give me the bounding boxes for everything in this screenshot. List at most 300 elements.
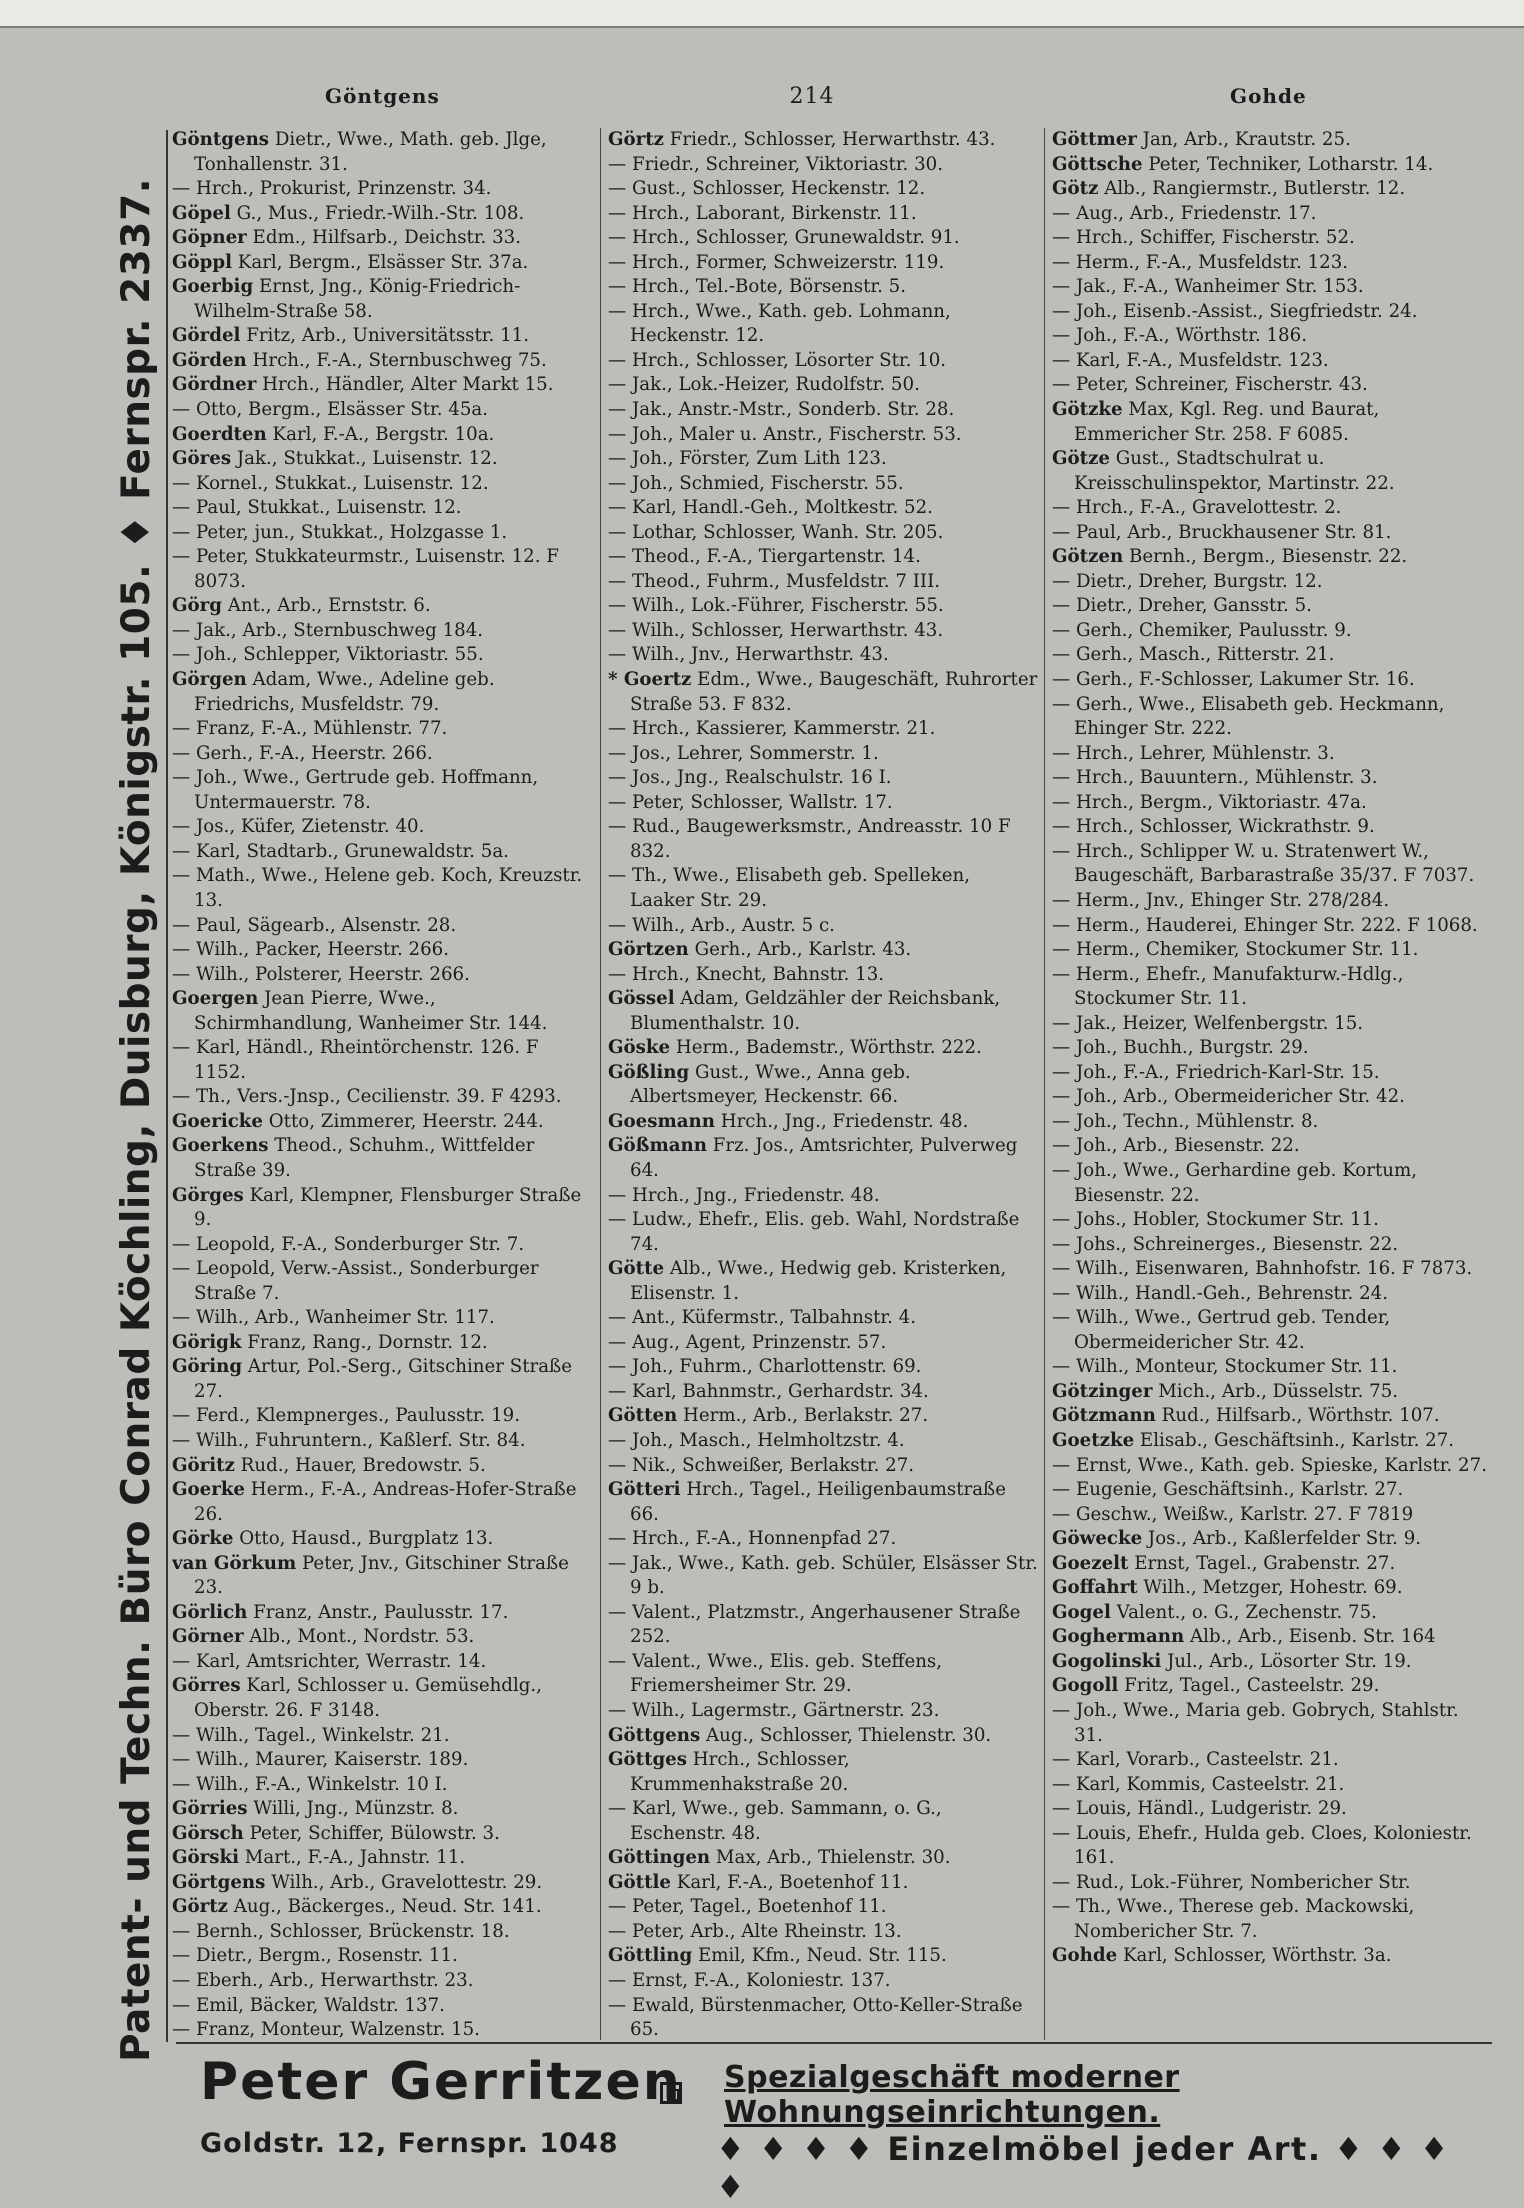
entry-details: Karl, Schlosser, Wörthstr. 3a. bbox=[1117, 1945, 1392, 1967]
entry-details: — Aug., Arb., Friedenstr. 17. bbox=[1052, 202, 1317, 224]
entry-details: — Theod., Fuhrm., Musfeldstr. 7 III. bbox=[608, 570, 941, 592]
directory-entry bbox=[608, 1208, 1038, 1257]
directory-entry bbox=[172, 1355, 592, 1404]
entry-details: — Th., Wwe., Therese geb. Mackowski, Nombericher Str. 7. bbox=[1052, 1896, 1415, 1942]
entry-surname: Goerdten bbox=[172, 423, 267, 445]
entry-details: — Hrch., Schlosser, Wickrathstr. 9. bbox=[1052, 816, 1375, 838]
directory-entry bbox=[172, 1797, 592, 1822]
entry-details: — Wilh., Packer, Heerstr. 266. bbox=[172, 939, 450, 961]
directory-entry bbox=[608, 1601, 1038, 1650]
directory-entry bbox=[608, 766, 1038, 791]
directory-entry bbox=[608, 251, 1038, 276]
entry-details: Hrch., F.-A., Sternbuschweg 75. bbox=[246, 349, 547, 371]
entry-surname: Göttsche bbox=[1052, 153, 1143, 175]
directory-entry bbox=[172, 177, 592, 202]
entry-details: — Lothar, Schlosser, Wanh. Str. 205. bbox=[608, 521, 944, 543]
entry-details: — Gerh., Chemiker, Paulusstr. 9. bbox=[1052, 619, 1352, 641]
directory-entry bbox=[172, 128, 592, 177]
entry-details: Adam, Geldzähler der Reichsbank, Blumenthalstr. 10. bbox=[630, 988, 1001, 1034]
directory-entry bbox=[1052, 251, 1488, 276]
entry-details: — Jos., Lehrer, Sommerstr. 1. bbox=[608, 742, 879, 764]
entry-details: Ernst, Jng., König-Friedrich-Wilhelm-Straße 58. bbox=[194, 276, 521, 322]
entry-details: Aug., Schlosser, Thielenstr. 30. bbox=[700, 1724, 992, 1746]
entry-details: G., Mus., Friedr.-Wilh.-Str. 108. bbox=[230, 202, 525, 224]
entry-details: — Peter, Arb., Alte Rheinstr. 13. bbox=[608, 1920, 902, 1942]
ad-specialty: Spezialgeschäft moderner Wohnungseinrichtungen. bbox=[724, 2060, 1180, 2130]
entry-details: — Wilh., Tagel., Winkelstr. 21. bbox=[172, 1724, 450, 1746]
entry-details: — Ferd., Klempnerges., Paulusstr. 19. bbox=[172, 1405, 521, 1427]
directory-entry bbox=[1052, 619, 1488, 644]
entry-details: — Wilh., Handl.-Geh., Behrenstr. 24. bbox=[1052, 1282, 1389, 1304]
directory-entry bbox=[608, 1257, 1038, 1306]
directory-entry bbox=[172, 987, 592, 1036]
directory-entry bbox=[1052, 1650, 1488, 1675]
entry-details: — Rud., Lok.-Führer, Nombericher Str. bbox=[1052, 1871, 1411, 1893]
directory-entry bbox=[608, 1404, 1038, 1429]
entry-surname: Goerbig bbox=[172, 276, 254, 298]
column-divider-2 bbox=[1044, 128, 1045, 2040]
entry-details: — Joh., Maler u. Anstr., Fischerstr. 53. bbox=[608, 423, 962, 445]
entry-details: Otto, Hausd., Burgplatz 13. bbox=[233, 1528, 494, 1550]
directory-entry bbox=[172, 447, 592, 472]
entry-surname: Görner bbox=[172, 1626, 244, 1648]
directory-entry bbox=[1052, 594, 1488, 619]
entry-details: — Franz, Monteur, Walzenstr. 15. bbox=[172, 2019, 480, 2038]
entry-details: — Hrch., Lehrer, Mühlenstr. 3. bbox=[1052, 742, 1335, 764]
entry-details: — Joh., Schlepper, Viktoriastr. 55. bbox=[172, 644, 484, 666]
entry-details: — Peter, Schreiner, Fischerstr. 43. bbox=[1052, 374, 1368, 396]
directory-entry bbox=[1052, 1110, 1488, 1135]
directory-entry bbox=[608, 1478, 1038, 1527]
directory-entry bbox=[1052, 447, 1488, 496]
entry-surname: Göttgens bbox=[608, 1724, 701, 1746]
directory-entry bbox=[1052, 815, 1488, 840]
directory-entry bbox=[172, 1944, 592, 1969]
directory-entry bbox=[608, 938, 1038, 963]
entry-details: Valent., o. G., Zechenstr. 75. bbox=[1110, 1601, 1377, 1623]
directory-entry bbox=[608, 545, 1038, 570]
entry-details: — Jak., Anstr.-Mstr., Sonderb. Str. 28. bbox=[608, 399, 955, 421]
directory-entry bbox=[1052, 668, 1488, 693]
directory-entry bbox=[1052, 938, 1488, 963]
entry-surname: Göritz bbox=[172, 1454, 235, 1476]
directory-entry bbox=[608, 1306, 1038, 1331]
entry-surname: Götzen bbox=[1052, 546, 1124, 568]
header-left-keyword: Göntgens bbox=[325, 84, 440, 108]
entry-details: Hrch., Händler, Alter Markt 15. bbox=[256, 374, 554, 396]
entry-details: — Wilh., Eisenwaren, Bahnhofstr. 16. F 7873. bbox=[1052, 1258, 1473, 1280]
directory-entry bbox=[608, 717, 1038, 742]
directory-entry bbox=[1052, 1478, 1488, 1503]
entry-details: — Joh., Schmied, Fischerstr. 55. bbox=[608, 472, 904, 494]
directory-entry bbox=[1052, 1944, 1488, 1969]
directory-entry bbox=[1052, 1773, 1488, 1798]
directory-entry bbox=[1052, 545, 1488, 570]
entry-details: Emil, Kfm., Neud. Str. 115. bbox=[692, 1945, 947, 1967]
entry-details: — Eberh., Arb., Herwarthstr. 23. bbox=[172, 1970, 474, 1992]
directory-entry bbox=[1052, 914, 1488, 939]
directory-entry bbox=[172, 668, 592, 717]
directory-entry bbox=[608, 275, 1038, 300]
entry-details: Wilh., Metzger, Hohestr. 69. bbox=[1137, 1577, 1403, 1599]
entry-details: — Paul, Sägearb., Alsenstr. 28. bbox=[172, 914, 457, 936]
directory-entry bbox=[1052, 373, 1488, 398]
directory-entry bbox=[172, 1895, 592, 1920]
directory-entry bbox=[608, 1331, 1038, 1356]
directory-entry bbox=[1052, 177, 1488, 202]
entry-details: Frz. Jos., Amtsrichter, Pulverweg 64. bbox=[630, 1135, 1018, 1181]
directory-entry bbox=[608, 1846, 1038, 1871]
entry-details: Herm., Bademstr., Wörthstr. 222. bbox=[670, 1037, 982, 1059]
entry-details: — Herm., Chemiker, Stockumer Str. 11. bbox=[1052, 939, 1419, 961]
entry-surname: Goericke bbox=[172, 1110, 263, 1132]
entry-details: Karl, Klempner, Flensburger Straße 9. bbox=[194, 1184, 582, 1231]
entry-details: Aug., Bäckerges., Neud. Str. 141. bbox=[227, 1896, 542, 1918]
ad-company-name: Peter Gerritzen bbox=[200, 2052, 682, 2112]
entry-surname: Göttges bbox=[608, 1749, 687, 1771]
directory-entry bbox=[1052, 496, 1488, 521]
directory-entry bbox=[608, 128, 1038, 153]
column-1 bbox=[172, 128, 592, 2038]
entry-surname: Gössel bbox=[608, 988, 675, 1010]
directory-entry bbox=[608, 496, 1038, 521]
entry-surname: Göttingen bbox=[608, 1847, 711, 1869]
entry-surname: Göntgens bbox=[172, 129, 270, 150]
entry-details: — Theod., F.-A., Tiergartenstr. 14. bbox=[608, 546, 921, 568]
directory-entry bbox=[1052, 1822, 1488, 1871]
entry-details: Karl, Bergm., Elsässer Str. 37a. bbox=[232, 251, 529, 273]
directory-entry bbox=[172, 1552, 592, 1601]
directory-entry bbox=[172, 742, 592, 767]
directory-entry bbox=[172, 2018, 592, 2038]
entry-details: — Hrch., Schlosser, Grunewaldstr. 91. bbox=[608, 227, 960, 249]
entry-details: Herm., Arb., Berlakstr. 27. bbox=[677, 1405, 929, 1427]
entry-details: Herm., F.-A., Andreas-Hofer-Straße 26. bbox=[194, 1479, 577, 1525]
entry-details: — Peter, Tagel., Boetenhof 11. bbox=[608, 1896, 887, 1918]
entry-details: Karl, F.-A., Bergstr. 10a. bbox=[266, 423, 495, 445]
entry-details: — Karl, Amtsrichter, Werrastr. 14. bbox=[172, 1650, 487, 1672]
entry-details: Hrch., Schlosser, Krummenhakstraße 20. bbox=[630, 1749, 850, 1795]
entry-details: Dietr., Wwe., Math. geb. Jlge, Tonhallenstr. 31. bbox=[194, 129, 547, 175]
directory-entry bbox=[1052, 889, 1488, 914]
directory-entry bbox=[1052, 1159, 1488, 1208]
directory-entry bbox=[608, 1552, 1038, 1601]
entry-details: — Karl, F.-A., Musfeldstr. 123. bbox=[1052, 349, 1329, 371]
directory-entry bbox=[608, 1036, 1038, 1061]
entry-surname: Goesmann bbox=[608, 1110, 715, 1132]
entry-details: — Wilh., F.-A., Winkelstr. 10 I. bbox=[172, 1773, 448, 1795]
entry-details: — Wilh., Monteur, Stockumer Str. 11. bbox=[1052, 1356, 1398, 1378]
entry-details: — Aug., Agent, Prinzenstr. 57. bbox=[608, 1331, 887, 1353]
entry-details: — Dietr., Dreher, Gansstr. 5. bbox=[1052, 595, 1312, 617]
entry-details: Jean Pierre, Wwe., Schirmhandlung, Wanheimer Str. 144. bbox=[194, 988, 548, 1034]
entry-details: Franz, Anstr., Paulusstr. 17. bbox=[247, 1601, 509, 1623]
entry-details: Franz, Rang., Dornstr. 12. bbox=[241, 1331, 488, 1353]
entry-details: — Th., Vers.-Jnsp., Cecilienstr. 39. F 4293. bbox=[172, 1086, 562, 1108]
bottom-advertisement bbox=[176, 2046, 1492, 2206]
directory-entry bbox=[608, 742, 1038, 767]
entry-surname: Goerkens bbox=[172, 1135, 269, 1157]
directory-entry bbox=[608, 1110, 1038, 1135]
entry-surname: Görgen bbox=[172, 669, 247, 691]
directory-entry bbox=[172, 1331, 592, 1356]
directory-entry bbox=[172, 619, 592, 644]
directory-entry bbox=[172, 1601, 592, 1626]
entry-surname: Gößling bbox=[608, 1061, 690, 1083]
entry-details: — Joh., Fuhrm., Charlottenstr. 69. bbox=[608, 1356, 922, 1378]
directory-entry bbox=[172, 938, 592, 963]
entry-details: — Louis, Händl., Ludgeristr. 29. bbox=[1052, 1798, 1347, 1820]
directory-entry bbox=[1052, 1429, 1488, 1454]
entry-surname: Gogoll bbox=[1052, 1675, 1119, 1697]
entry-details: — Bernh., Schlosser, Brückenstr. 18. bbox=[172, 1920, 510, 1942]
entry-surname: Götte bbox=[608, 1258, 665, 1280]
entry-details: — Joh., F.-A., Wörthstr. 186. bbox=[1052, 325, 1307, 347]
directory-entry bbox=[608, 1061, 1038, 1110]
entry-details: — Herm., Ehefr., Manufakturw.-Hdlg., Stockumer Str. 11. bbox=[1052, 963, 1404, 1010]
entry-details: — Eugenie, Geschäftsinh., Karlstr. 27. bbox=[1052, 1479, 1404, 1501]
directory-entry bbox=[1052, 1625, 1488, 1650]
directory-entry bbox=[608, 1724, 1038, 1749]
entry-details: — Joh., F.-A., Friedrich-Karl-Str. 15. bbox=[1052, 1061, 1380, 1083]
entry-surname: Görtz bbox=[608, 129, 664, 150]
entry-surname: Göppl bbox=[172, 251, 233, 273]
directory-entry bbox=[172, 1134, 592, 1183]
directory-entry bbox=[172, 840, 592, 865]
entry-details: — Emil, Bäcker, Waldstr. 137. bbox=[172, 1994, 445, 2016]
entry-details: Gerh., Arb., Karlstr. 43. bbox=[688, 939, 912, 961]
entry-surname: Götzke bbox=[1052, 399, 1123, 421]
entry-details: — Gust., Schlosser, Heckenstr. 12. bbox=[608, 178, 926, 200]
entry-surname: Göpner bbox=[172, 227, 247, 249]
entry-details: — Hrch., Bauuntern., Mühlenstr. 3. bbox=[1052, 767, 1378, 789]
entry-details: Otto, Zimmerer, Heerstr. 244. bbox=[262, 1110, 544, 1132]
entry-details: Max, Arb., Thielenstr. 30. bbox=[710, 1847, 951, 1869]
entry-surname: Göttmer bbox=[1052, 129, 1137, 150]
directory-entry bbox=[172, 864, 592, 913]
entry-details: — Wilh., Polsterer, Heerstr. 266. bbox=[172, 963, 470, 985]
entry-details: Edm., Hilfsarb., Deichstr. 33. bbox=[246, 227, 522, 249]
directory-entry bbox=[608, 1994, 1038, 2038]
entry-details: — Dietr., Bergm., Rosenstr. 11. bbox=[172, 1945, 458, 1967]
directory-entry bbox=[172, 1404, 592, 1429]
entry-surname: Görg bbox=[172, 595, 222, 617]
entry-details: — Leopold, Verw.-Assist., Sonderburger Straße 7. bbox=[172, 1258, 539, 1304]
directory-entry bbox=[172, 766, 592, 815]
entry-details: Rud., Hilfsarb., Wörthstr. 107. bbox=[1155, 1405, 1440, 1427]
ad-ornament-icon bbox=[660, 2082, 682, 2104]
directory-entry bbox=[172, 815, 592, 840]
directory-entry bbox=[608, 619, 1038, 644]
directory-entry bbox=[1052, 153, 1488, 178]
directory-entry bbox=[608, 1969, 1038, 1994]
entry-details: — Ant., Küfermstr., Talbahnstr. 4. bbox=[608, 1307, 917, 1329]
directory-entry bbox=[608, 1871, 1038, 1896]
entry-details: — Valent., Platzmstr., Angerhausener Straße 252. bbox=[608, 1601, 1021, 1648]
entry-details: — Wilh., Fuhruntern., Kaßlerf. Str. 84. bbox=[172, 1429, 526, 1451]
directory-entry bbox=[1052, 1134, 1488, 1159]
entry-details: Hrch., Tagel., Heiligenbaumstraße 66. bbox=[630, 1479, 1006, 1525]
directory-entry bbox=[608, 1920, 1038, 1945]
entry-details: — Herm., F.-A., Musfeldstr. 123. bbox=[1052, 251, 1349, 273]
directory-entry bbox=[172, 1257, 592, 1306]
directory-entry bbox=[1052, 643, 1488, 668]
entry-surname: Görries bbox=[172, 1798, 248, 1820]
entry-surname: Götteri bbox=[608, 1479, 681, 1501]
entry-surname: Goezelt bbox=[1052, 1552, 1129, 1574]
directory-entry bbox=[1052, 791, 1488, 816]
side-advertisement: Patent- und Techn. Büro Conrad Köchling, Duisburg, Königstr. 105. ♦ Fernspr. 2337. bbox=[114, 177, 159, 2063]
entry-details: Alb., Wwe., Hedwig geb. Kristerken, Elisenstr. 1. bbox=[630, 1258, 1007, 1304]
entry-details: — Franz, F.-A., Mühlenstr. 77. bbox=[172, 718, 448, 740]
ad-furniture: ♦ ♦ ♦ ♦ Einzelmöbel jeder Art. ♦ ♦ ♦ ♦ bbox=[716, 2130, 1450, 2206]
directory-entry bbox=[608, 153, 1038, 178]
directory-entry bbox=[172, 373, 592, 398]
entry-details: — Kornel., Stukkat., Luisenstr. 12. bbox=[172, 472, 489, 494]
entry-surname: Gogel bbox=[1052, 1601, 1111, 1623]
entry-details: — Leopold, F.-A., Sonderburger Str. 7. bbox=[172, 1233, 525, 1255]
entry-details: — Wilh., Arb., Wanheimer Str. 117. bbox=[172, 1307, 495, 1329]
entry-surname: Göpel bbox=[172, 202, 231, 224]
directory-entry bbox=[608, 1797, 1038, 1846]
entry-details: Adam, Wwe., Adeline geb. Friedrichs, Musfeldstr. 79. bbox=[194, 669, 495, 715]
entry-details: — Jak., Arb., Sternbuschweg 184. bbox=[172, 619, 484, 641]
bottom-rule bbox=[176, 2042, 1492, 2044]
entry-details: Willi, Jng., Münzstr. 8. bbox=[247, 1798, 459, 1820]
directory-entry bbox=[172, 472, 592, 497]
directory-entry bbox=[608, 1355, 1038, 1380]
entry-details: Jul., Arb., Lösorter Str. 19. bbox=[1161, 1650, 1412, 1672]
entry-details: — Wilh., Lok.-Führer, Fischerstr. 55. bbox=[608, 595, 944, 617]
entry-details: Karl, Schlosser u. Gemüsehdlg., Oberstr. 26. F 3148. bbox=[194, 1675, 542, 1721]
entry-details: — Hrch., Schlosser, Lösorter Str. 10. bbox=[608, 349, 947, 371]
entry-surname: Gößmann bbox=[608, 1135, 707, 1157]
entry-surname: Goffahrt bbox=[1052, 1577, 1138, 1599]
directory-entry bbox=[172, 1184, 592, 1233]
entry-surname: Götzinger bbox=[1052, 1380, 1153, 1402]
directory-entry bbox=[172, 1036, 592, 1085]
entry-details: — Hrch., Tel.-Bote, Börsenstr. 5. bbox=[608, 276, 907, 298]
ad-contact: Goldstr. 12, Fernspr. 1048 bbox=[200, 2128, 619, 2159]
entry-surname: Götz bbox=[1052, 178, 1099, 200]
directory-entry bbox=[1052, 1380, 1488, 1405]
entry-details: — Karl, Wwe., geb. Sammann, o. G., Eschenstr. 48. bbox=[608, 1798, 942, 1844]
directory-entry bbox=[172, 398, 592, 423]
entry-details: — Jak., Lok.-Heizer, Rudolfstr. 50. bbox=[608, 374, 920, 396]
directory-entry bbox=[172, 1625, 592, 1650]
entry-surname: Götten bbox=[608, 1405, 678, 1427]
entry-details: — Hrch., Former, Schweizerstr. 119. bbox=[608, 251, 945, 273]
entry-details: — Otto, Bergm., Elsässer Str. 45a. bbox=[172, 399, 489, 421]
directory-entry bbox=[608, 1454, 1038, 1479]
directory-entry bbox=[172, 1527, 592, 1552]
entry-surname: * Goertz bbox=[608, 669, 692, 691]
entry-details: — Joh., Arb., Biesenstr. 22. bbox=[1052, 1135, 1300, 1157]
entry-surname: Goetzke bbox=[1052, 1429, 1135, 1451]
entry-details: — Hrch., Wwe., Kath. geb. Lohmann, Heckenstr. 12. bbox=[608, 300, 951, 347]
entry-details: — Wilh., Lagermstr., Gärtnerstr. 23. bbox=[608, 1700, 940, 1721]
entry-details: — Gerh., Wwe., Elisabeth geb. Heckmann, Ehinger Str. 222. bbox=[1052, 693, 1445, 740]
entry-details: — Peter, Stukkateurmstr., Luisenstr. 12. F 8073. bbox=[172, 546, 559, 592]
directory-entry bbox=[1052, 1208, 1488, 1233]
directory-entry bbox=[608, 570, 1038, 595]
directory-entry bbox=[1052, 1061, 1488, 1086]
entry-details: — Joh., Wwe., Maria geb. Gobrych, Stahlstr. 31. bbox=[1052, 1700, 1459, 1746]
entry-details: — Hrch., Schlipper W. u. Stratenwert W., Baugeschäft, Barbarastraße 35/37. F 7037. bbox=[1052, 840, 1475, 887]
entry-details: — Paul, Arb., Bruckhausener Str. 81. bbox=[1052, 521, 1392, 543]
entry-details: — Herm., Hauderei, Ehinger Str. 222. F 1068. bbox=[1052, 914, 1478, 936]
directory-entry bbox=[608, 447, 1038, 472]
entry-details: — Joh., Förster, Zum Lith 123. bbox=[608, 448, 887, 470]
entry-details: — Johs., Schreinerges., Biesenstr. 22. bbox=[1052, 1233, 1399, 1255]
directory-entry bbox=[172, 1478, 592, 1527]
directory-entry bbox=[608, 987, 1038, 1036]
directory-entry bbox=[172, 1748, 592, 1773]
entry-details: — Karl, Händl., Rheintörchenstr. 126. F 1152. bbox=[172, 1037, 539, 1083]
entry-details: — Hrch., Laborant, Birkenstr. 11. bbox=[608, 202, 917, 224]
entry-details: Peter, Techniker, Lotharstr. 14. bbox=[1142, 153, 1434, 175]
directory-entry bbox=[608, 472, 1038, 497]
directory-entry bbox=[608, 349, 1038, 374]
entry-details: — Hrch., Schiffer, Fischerstr. 52. bbox=[1052, 227, 1355, 249]
directory-entry bbox=[172, 914, 592, 939]
entry-details: Friedr., Schlosser, Herwarthstr. 43. bbox=[663, 129, 996, 150]
directory-entry bbox=[1052, 1036, 1488, 1061]
entry-details: Elisab., Geschäftsinh., Karlstr. 27. bbox=[1134, 1429, 1455, 1451]
entry-details: — Jos., Jng., Realschulstr. 16 I. bbox=[608, 767, 892, 789]
page-number: 214 bbox=[789, 84, 835, 109]
entry-details: — Math., Wwe., Helene geb. Koch, Kreuzstr. 13. bbox=[172, 865, 583, 911]
entry-surname: Görtgens bbox=[172, 1871, 266, 1893]
entry-details: Peter, Jnv., Gitschiner Straße 23. bbox=[194, 1552, 569, 1599]
directory-entry bbox=[172, 1920, 592, 1945]
entry-details: Jan, Arb., Krautstr. 25. bbox=[1136, 129, 1351, 150]
entry-details: — Friedr., Schreiner, Viktoriastr. 30. bbox=[608, 153, 943, 175]
directory-entry bbox=[608, 398, 1038, 423]
directory-entry bbox=[172, 226, 592, 251]
directory-entry bbox=[608, 177, 1038, 202]
entry-surname: Görtz bbox=[172, 1896, 228, 1918]
directory-entry bbox=[608, 423, 1038, 448]
entry-surname: Görres bbox=[172, 1675, 241, 1697]
directory-entry bbox=[608, 1650, 1038, 1699]
directory-entry bbox=[1052, 1355, 1488, 1380]
directory-entry bbox=[172, 1650, 592, 1675]
entry-details: Mart., F.-A., Jahnstr. 11. bbox=[239, 1847, 466, 1869]
directory-entry bbox=[1052, 963, 1488, 1012]
directory-entry bbox=[1052, 1674, 1488, 1699]
entry-details: — Karl, Vorarb., Casteelstr. 21. bbox=[1052, 1749, 1339, 1771]
entry-details: Peter, Schiffer, Bülowstr. 3. bbox=[243, 1822, 500, 1844]
entry-details: — Hrch., Kassierer, Kammerstr. 21. bbox=[608, 718, 936, 740]
entry-details: Fritz, Arb., Universitätsstr. 11. bbox=[240, 325, 529, 347]
entry-details: — Ernst, F.-A., Koloniestr. 137. bbox=[608, 1970, 891, 1992]
directory-entry bbox=[1052, 1404, 1488, 1429]
directory-entry bbox=[608, 594, 1038, 619]
directory-entry bbox=[608, 1429, 1038, 1454]
directory-entry bbox=[172, 1773, 592, 1798]
entry-details: — Gerh., Masch., Ritterstr. 21. bbox=[1052, 644, 1335, 666]
entry-details: — Jos., Küfer, Zietenstr. 40. bbox=[172, 816, 425, 838]
entry-details: Gust., Wwe., Anna geb. Albertsmeyer, Heckenstr. 66. bbox=[630, 1061, 911, 1108]
entry-details: Max, Kgl. Reg. und Baurat, Emmericher Str. 258. F 6085. bbox=[1074, 399, 1380, 445]
entry-details: Alb., Mont., Nordstr. 53. bbox=[243, 1626, 475, 1648]
entry-details: — Th., Wwe., Elisabeth geb. Spelleken, Laaker Str. 29. bbox=[608, 865, 970, 911]
directory-entry bbox=[608, 643, 1038, 668]
entry-details: — Ernst, Wwe., Kath. geb. Spieske, Karlstr. 27. bbox=[1052, 1454, 1487, 1476]
header-right-keyword: Gohde bbox=[1230, 84, 1307, 108]
side-rule bbox=[166, 130, 168, 2042]
